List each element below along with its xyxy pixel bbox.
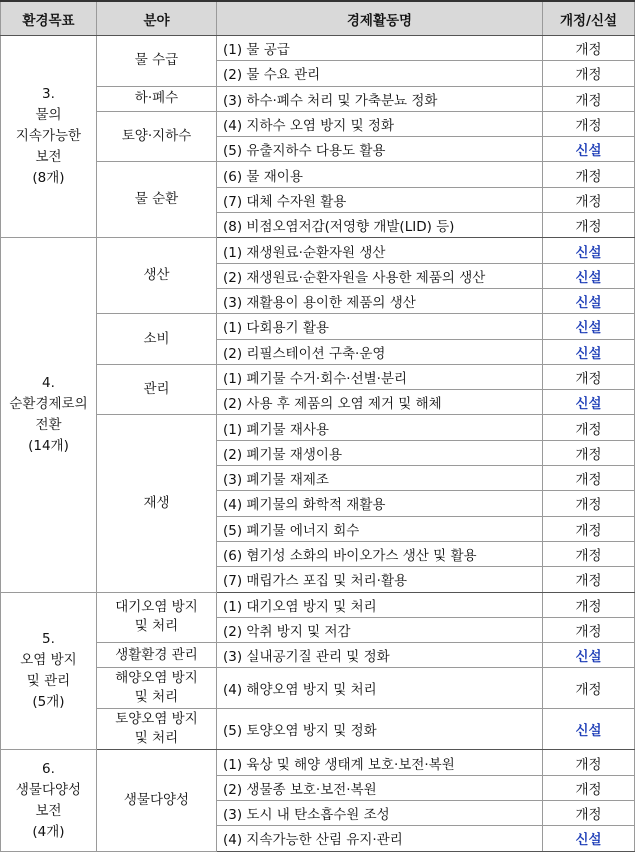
table-row: [1, 643, 635, 668]
status-cell: 개정: [543, 775, 635, 800]
status-cell: 신설: [543, 238, 635, 263]
status-cell: 신설: [543, 263, 635, 288]
activity-cell: (1) 육상 및 해양 생태계 보호·보전·복원: [217, 750, 543, 775]
field-line: 해양오염 방지: [115, 670, 198, 687]
activity-cell: (2) 재생원료·순환자원을 사용한 제품의 생산: [217, 263, 543, 288]
table-header-row: [1, 1, 635, 36]
status-cell: 개정: [543, 61, 635, 86]
header-goal: 환경목표: [1, 1, 97, 36]
table-row: [1, 415, 635, 440]
field-line: 대기오염 방지: [115, 599, 198, 616]
activity-cell: (8) 비점오염저감(저영향 개발(LID) 등): [217, 213, 543, 238]
field-line: 및 처리: [134, 618, 179, 635]
table-row: [1, 314, 635, 339]
status-cell: 개정: [543, 592, 635, 617]
status-cell: 개정: [543, 111, 635, 136]
status-cell: 신설: [543, 643, 635, 668]
table-row: [1, 86, 635, 111]
activity-cell: (5) 토양오염 방지 및 정화: [217, 709, 543, 750]
status-cell: 신설: [543, 339, 635, 364]
goal-line: 오염 방지: [20, 651, 77, 668]
status-cell: 개정: [543, 491, 635, 516]
table-row: [1, 111, 635, 136]
activity-cell: (1) 다회용기 활용: [217, 314, 543, 339]
field-line: 소비: [143, 330, 170, 347]
goal-line: 지속가능한: [15, 128, 82, 145]
status-cell: 개정: [543, 466, 635, 491]
status-cell: 개정: [543, 36, 635, 61]
activity-cell: (5) 폐기물 에너지 회수: [217, 516, 543, 541]
field-line: 및 처리: [134, 689, 179, 706]
status-cell: 개정: [543, 213, 635, 238]
activity-cell: (5) 유출지하수 다용도 활용: [217, 137, 543, 162]
goal-line: (8개): [32, 170, 65, 187]
goal-line: 및 관리: [26, 672, 71, 689]
status-cell: 신설: [543, 390, 635, 415]
field-cell: [97, 36, 217, 87]
status-cell: 개정: [543, 617, 635, 642]
field-line: 물 수급: [134, 52, 179, 69]
field-cell: [97, 592, 217, 643]
status-cell: 개정: [543, 364, 635, 389]
field-line: 토양·지하수: [121, 128, 192, 145]
activity-cell: (3) 실내공기질 관리 및 정화: [217, 643, 543, 668]
activity-cell: (2) 리필스테이션 구축·운영: [217, 339, 543, 364]
status-cell: 신설: [543, 709, 635, 750]
status-cell: 개정: [543, 750, 635, 775]
field-line: 및 처리: [134, 730, 179, 747]
goal-line: 생물다양성: [15, 781, 82, 798]
field-cell: [97, 750, 217, 851]
activity-cell: (7) 대체 수자원 활용: [217, 187, 543, 212]
activity-cell: (3) 도시 내 탄소흡수원 조성: [217, 801, 543, 826]
field-line: 물 순환: [134, 191, 179, 208]
goal-cell: [1, 750, 97, 851]
activity-cell: (3) 폐기물 재제조: [217, 466, 543, 491]
goal-line: 보전: [35, 802, 62, 819]
status-cell: 신설: [543, 288, 635, 313]
field-cell: [97, 86, 217, 111]
activity-cell: (1) 폐기물 재사용: [217, 415, 543, 440]
activity-cell: (4) 지하수 오염 방지 및 정화: [217, 111, 543, 136]
goal-line: 4.: [42, 374, 55, 391]
table-row: [1, 36, 635, 61]
field-line: 생산: [143, 267, 170, 284]
status-cell: 개정: [543, 415, 635, 440]
header-field: 분야: [97, 1, 217, 36]
table-row: [1, 592, 635, 617]
status-cell: 신설: [543, 314, 635, 339]
field-cell: [97, 709, 217, 750]
activity-cell: (1) 폐기물 수거·회수·선별·분리: [217, 364, 543, 389]
field-line: 토양오염 방지: [115, 711, 198, 728]
goal-line: 3.: [42, 86, 55, 103]
activity-cell: (7) 매립가스 포집 및 처리·활용: [217, 567, 543, 592]
status-cell: 개정: [543, 801, 635, 826]
field-cell: [97, 668, 217, 709]
activity-cell: (2) 생물종 보호·보전·복원: [217, 775, 543, 800]
goal-line: (4개): [32, 823, 65, 840]
activity-cell: (2) 사용 후 제품의 오염 제거 및 해체: [217, 390, 543, 415]
field-cell: [97, 314, 217, 365]
field-cell: [97, 111, 217, 162]
goal-cell: [1, 592, 97, 750]
field-cell: [97, 415, 217, 592]
status-cell: 개정: [543, 162, 635, 187]
activity-cell: (2) 물 수요 관리: [217, 61, 543, 86]
status-cell: 신설: [543, 826, 635, 851]
activity-cell: (3) 재활용이 용이한 제품의 생산: [217, 288, 543, 313]
field-line: 하·폐수: [134, 90, 179, 107]
field-cell: [97, 364, 217, 415]
status-cell: 개정: [543, 187, 635, 212]
goal-line: 물의: [35, 107, 62, 124]
goal-line: 순환경제로의: [9, 395, 88, 412]
activity-cell: (6) 혐기성 소화의 바이오가스 생산 및 활용: [217, 541, 543, 566]
goal-line: 6.: [42, 760, 55, 777]
field-cell: [97, 643, 217, 668]
goal-cell: [1, 36, 97, 238]
activity-cell: (2) 악취 방지 및 저감: [217, 617, 543, 642]
field-line: 생활환경 관리: [115, 646, 198, 663]
field-line: 재생: [143, 494, 170, 511]
activity-cell: (3) 하수·폐수 처리 및 가축분뇨 정화: [217, 86, 543, 111]
field-cell: [97, 162, 217, 238]
table-row: [1, 709, 635, 750]
goal-line: 전환: [35, 416, 62, 433]
status-cell: 개정: [543, 440, 635, 465]
goal-line: (5개): [32, 693, 65, 710]
field-line: 생물다양성: [123, 792, 190, 809]
field-cell: [97, 238, 217, 314]
status-cell: 개정: [543, 541, 635, 566]
table-row: [1, 668, 635, 709]
activity-cell: (1) 물 공급: [217, 36, 543, 61]
activity-cell: (6) 물 재이용: [217, 162, 543, 187]
status-cell: 신설: [543, 137, 635, 162]
field-line: 관리: [143, 381, 170, 398]
activity-cell: (1) 대기오염 방지 및 처리: [217, 592, 543, 617]
header-activity: 경제활동명: [217, 1, 543, 36]
status-cell: 개정: [543, 567, 635, 592]
goal-line: 보전: [35, 149, 62, 166]
activity-cell: (2) 폐기물 재생이용: [217, 440, 543, 465]
activity-cell: (4) 지속가능한 산림 유지·관리: [217, 826, 543, 851]
table-row: [1, 238, 635, 263]
goal-line: (14개): [28, 437, 69, 454]
goal-cell: [1, 238, 97, 592]
status-cell: 개정: [543, 86, 635, 111]
header-status: 개정/신설: [543, 1, 635, 36]
activity-cell: (4) 폐기물의 화학적 재활용: [217, 491, 543, 516]
table-row: [1, 364, 635, 389]
activity-cell: (4) 해양오염 방지 및 처리: [217, 668, 543, 709]
status-cell: 개정: [543, 516, 635, 541]
goal-line: 5.: [42, 630, 55, 647]
status-cell: 개정: [543, 668, 635, 709]
table-row: [1, 162, 635, 187]
table-row: [1, 750, 635, 775]
activity-cell: (1) 재생원료·순환자원 생산: [217, 238, 543, 263]
table-body: [1, 36, 635, 852]
